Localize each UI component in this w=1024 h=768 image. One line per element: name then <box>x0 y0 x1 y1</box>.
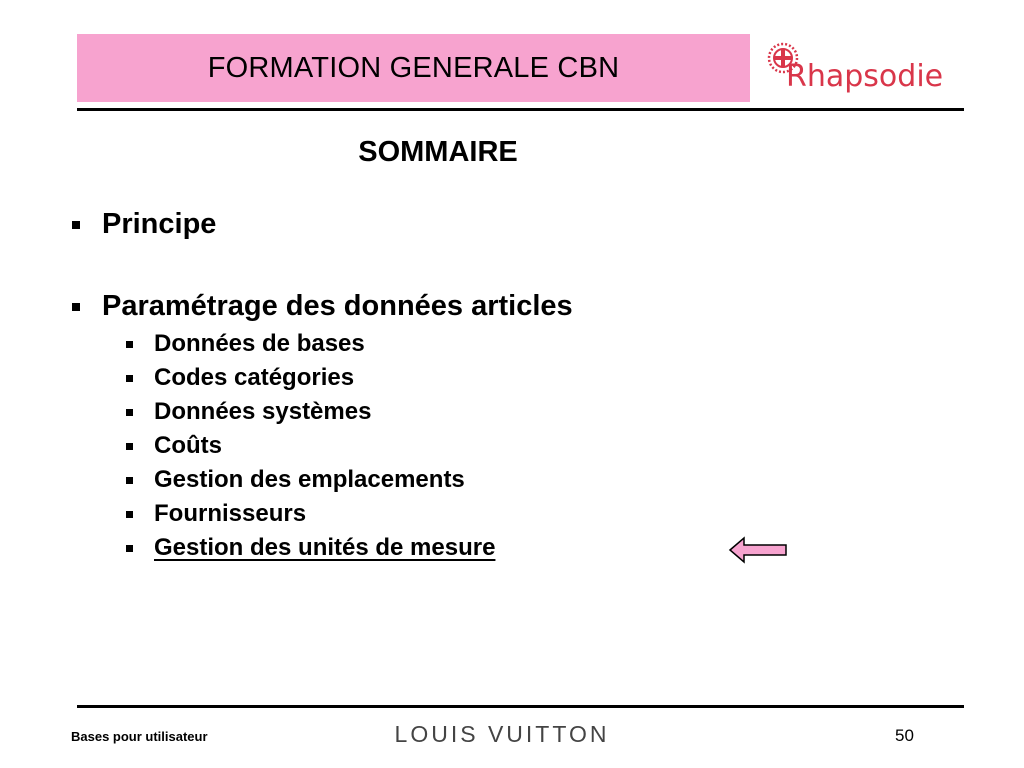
square-bullet-icon <box>72 303 80 311</box>
square-bullet-icon <box>126 443 133 450</box>
square-bullet-icon <box>126 511 133 518</box>
sub-item-donnees-systemes: Données systèmes <box>126 398 371 426</box>
rhapsodie-logo <box>766 40 946 98</box>
sub-item-donnees-de-bases: Données de bases <box>126 330 365 358</box>
sub-item-codes-categories: Codes catégories <box>126 364 354 392</box>
sub-item-fournisseurs: Fournisseurs <box>126 500 306 528</box>
square-bullet-icon <box>126 375 133 382</box>
top-divider <box>77 108 964 111</box>
bottom-divider <box>77 705 964 708</box>
square-bullet-icon <box>126 341 133 348</box>
list-item-parametrage: Paramétrage des données articles <box>72 290 573 323</box>
page-number: 50 <box>895 726 914 745</box>
sub-item-gestion-emplacements: Gestion des emplacements <box>126 466 465 494</box>
square-bullet-icon <box>126 477 133 484</box>
sub-item-gestion-unites-mesure: Gestion des unités de mesure <box>126 534 495 562</box>
sub-item-couts: Coûts <box>126 432 222 460</box>
left-arrow-icon <box>728 536 788 564</box>
square-bullet-icon <box>72 221 80 229</box>
section-heading: SOMMAIRE <box>358 136 518 168</box>
square-bullet-icon <box>126 409 133 416</box>
logo-wordmark: Rhapsodie <box>786 59 944 94</box>
slide-header-title: FORMATION GENERALE CBN <box>207 51 620 84</box>
footer-brand-logo: LOUIS VUITTON <box>394 721 610 747</box>
square-bullet-icon <box>126 545 133 552</box>
footer-audience: Bases pour utilisateur <box>71 729 208 744</box>
list-item-principe: Principe <box>72 208 216 241</box>
